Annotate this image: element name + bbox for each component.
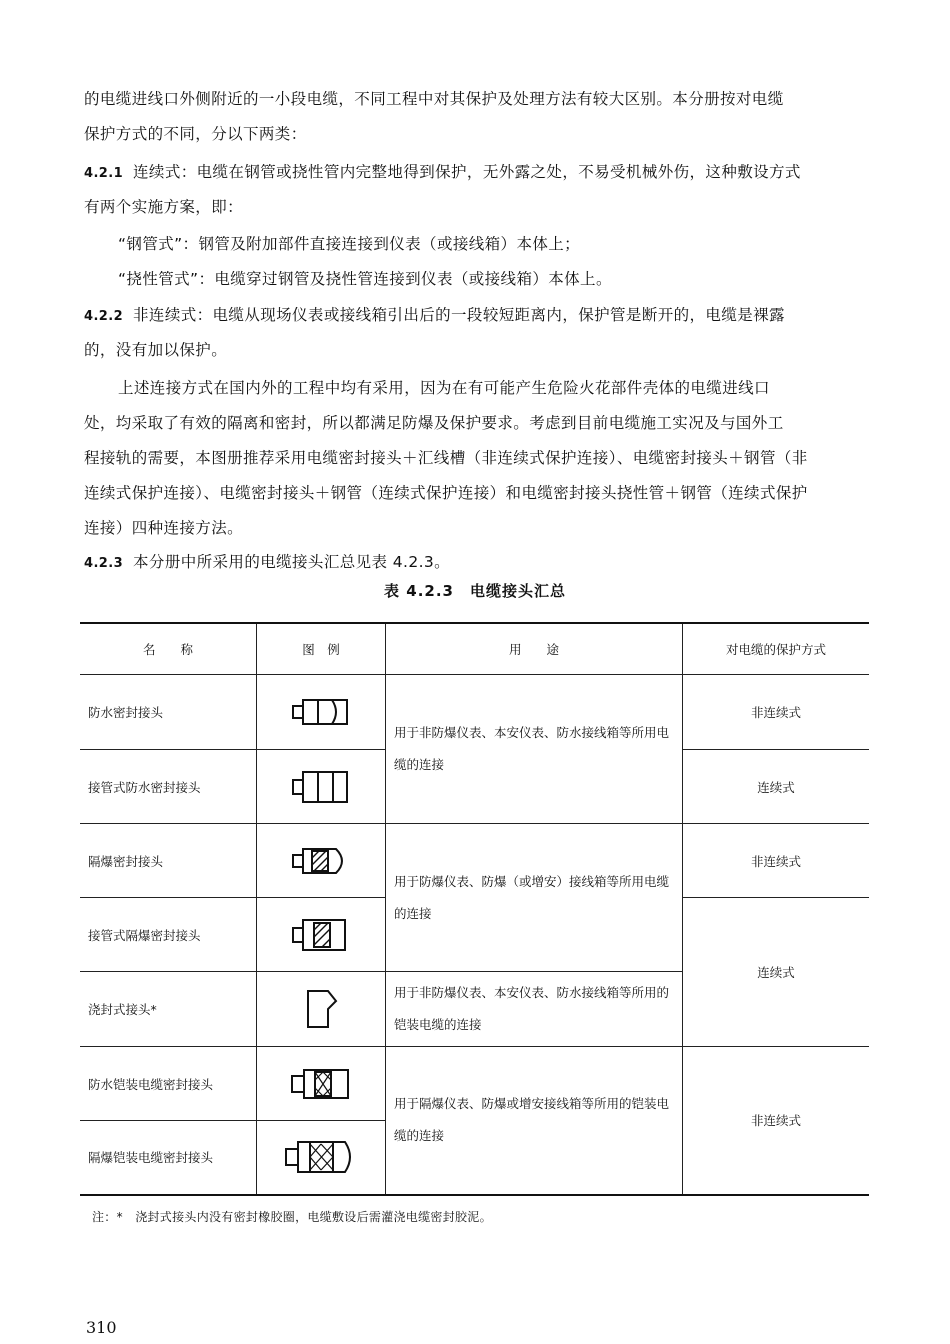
table-row	[80, 675, 869, 750]
header-protection: 对电缆的保护方式	[683, 623, 870, 675]
paragraph-line: 的，没有加以保护。	[84, 341, 228, 359]
legend-cell	[257, 824, 386, 898]
connector-name: 防水密封接头	[80, 675, 257, 750]
connector-name: 隔爆密封接头	[80, 824, 257, 898]
paragraph-line: 处，均采取了有效的隔离和密封，所以都满足防爆及保护要求。考虑到目前电缆施工实况及与国外工	[84, 414, 784, 432]
table-row	[80, 824, 869, 898]
flameproof-armored-cable-connector-icon	[283, 1139, 359, 1175]
protection-mode: 非连续式	[683, 675, 870, 750]
connector-name: 隔爆铠装电缆密封接头	[80, 1121, 257, 1195]
paragraph-line: 连续式保护连接）、电缆密封接头＋钢管（连续式保护连接）和电缆密封接头挠性管＋钢管（连续式保护	[84, 484, 808, 502]
paragraph-line: 的电缆进线口外侧附近的一小段电缆，不同工程中对其保护及处理方法有较大区别。本分册按对电缆	[84, 90, 784, 108]
paragraph-line: 程接轨的需要，本图册推荐采用电缆密封接头＋汇线槽（非连续式保护连接）、电缆密封接头＋钢管（非	[84, 449, 808, 467]
legend-cell	[257, 898, 386, 972]
option-flexible-pipe: “挠性管式”：电缆穿过钢管及挠性管连接到仪表（或接线箱）本体上。	[118, 270, 612, 288]
pipe-flameproof-seal-connector-icon	[290, 917, 352, 953]
use-cell: 用于隔爆仪表、防爆或增安接线箱等所用的铠装电缆的连接	[386, 1047, 683, 1195]
section-number: 4.2.1	[84, 166, 124, 181]
protection-mode: 非连续式	[683, 824, 870, 898]
connector-name: 浇封式接头*	[80, 972, 257, 1047]
legend-cell	[257, 1047, 386, 1121]
potted-connector-icon	[296, 987, 346, 1031]
section-text: 非连续式：电缆从现场仪表或接线箱引出后的一段较短距离内，保护管是断开的，电缆是裸露	[133, 306, 785, 324]
waterproof-seal-connector-icon	[290, 697, 352, 727]
table-caption: 表 4.2.3 电缆接头汇总	[384, 582, 566, 600]
header-legend: 图 例	[257, 623, 386, 675]
use-cell: 用于非防爆仪表、本安仪表、防水接线箱等所用电缆的连接	[386, 675, 683, 824]
legend-cell	[257, 1121, 386, 1195]
legend-cell	[257, 750, 386, 824]
legend-cell	[257, 675, 386, 750]
table-header-row	[80, 623, 869, 675]
use-cell: 用于防爆仪表、防爆（或增安）接线箱等所用电缆的连接	[386, 824, 683, 972]
paragraph-line: 保护方式的不同，分以下两类：	[84, 125, 307, 143]
pipe-waterproof-seal-connector-icon	[290, 769, 352, 805]
protection-mode: 连续式	[683, 750, 870, 824]
page-number: 310	[86, 1318, 117, 1337]
header-name: 名 称	[80, 623, 257, 675]
connector-name: 防水铠装电缆密封接头	[80, 1047, 257, 1121]
paragraph-line: 连接）四种连接方法。	[84, 519, 244, 537]
section-4-2-2	[84, 298, 874, 334]
option-steel-pipe: “钢管式”：钢管及附加部件直接连接到仪表（或接线箱）本体上；	[118, 235, 581, 253]
header-use: 用 途	[386, 623, 683, 675]
legend-cell	[257, 972, 386, 1047]
paragraph-line: 有两个实施方案，即：	[84, 198, 244, 216]
connector-name: 接管式防水密封接头	[80, 750, 257, 824]
table-footnote: 注：* 浇封式接头内没有密封橡胶圈，电缆敷设后需灌浇电缆密封胶泥。	[92, 1210, 492, 1224]
section-4-2-3	[84, 545, 874, 581]
protection-mode: 非连续式	[683, 1047, 870, 1195]
cable-connector-table	[80, 622, 869, 1196]
table-row	[80, 1047, 869, 1121]
use-cell: 用于非防爆仪表、本安仪表、防水接线箱等所用的铠装电缆的连接	[386, 972, 683, 1047]
section-4-2-1	[84, 155, 874, 191]
flameproof-seal-connector-icon	[290, 846, 352, 876]
waterproof-armored-cable-connector-icon	[289, 1067, 353, 1101]
section-number: 4.2.2	[84, 309, 124, 324]
protection-mode: 连续式	[683, 898, 870, 1047]
section-number: 4.2.3	[84, 556, 124, 571]
section-text: 连续式：电缆在钢管或挠性管内完整地得到保护，无外露之处，不易受机械外伤，这种敷设方式	[133, 163, 801, 181]
section-text: 本分册中所采用的电缆接头汇总见表 4.2.3。	[133, 553, 451, 571]
paragraph-line: 上述连接方式在国内外的工程中均有采用，因为在有可能产生危险火花部件壳体的电缆进线口	[118, 379, 770, 397]
connector-name: 接管式隔爆密封接头	[80, 898, 257, 972]
